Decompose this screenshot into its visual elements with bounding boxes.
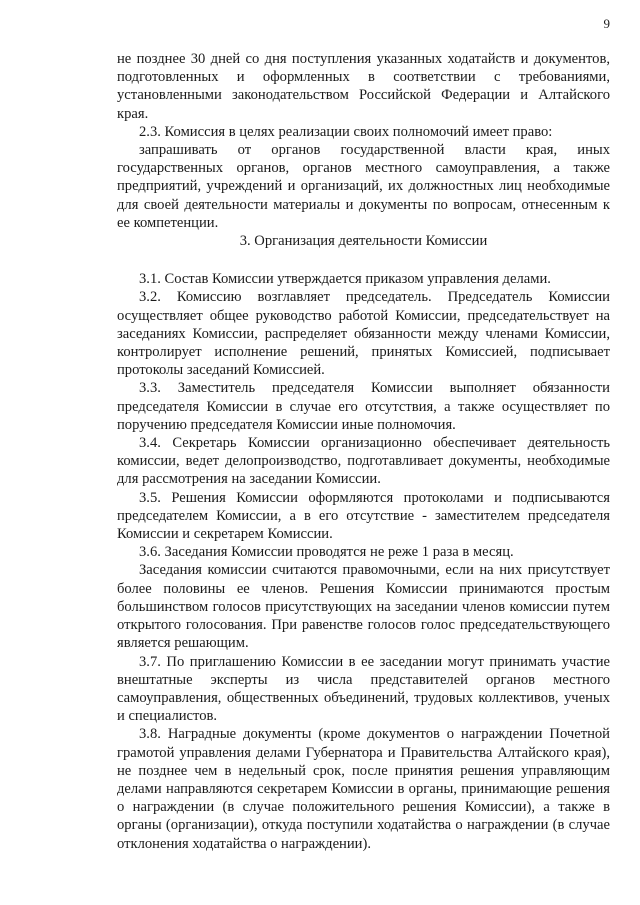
page-number: 9 xyxy=(603,16,610,31)
paragraph-3-5: 3.5. Решения Комиссии оформляются протоколами и подписываются председателем Комиссии, а в его отсутствие - заместителем председателя Комиссии и секретарем Комиссии. xyxy=(117,489,610,543)
paragraph-2-3-rights: запрашивать от органов государственной власти края, иных государственных органов, органов местного самоуправления, а также предприятий, учреждений и организаций, их должностных лиц необходимые для своей деятельности материалы и документы по вопросам, отнесенным к ее компетенции. xyxy=(117,142,610,231)
paragraph-continuation: не позднее 30 дней со дня поступления указанных ходатайств и документов, подготовленных и оформленных в соответствии с требованиями, установленными законодательством Российской Федерации и Алтайского края. xyxy=(117,51,610,122)
document-body xyxy=(117,50,610,853)
paragraph-2-3: 2.3. Комиссия в целях реализации своих полномочий имеет право: xyxy=(139,123,553,140)
paragraph-3-6-quorum: Заседания комиссии считаются правомочными, если на них присутствует более половины ее членов. Решения Комиссии принимаются простым большинством голосов присутствующих на заседании членов комиссии путем открытого голосования. При равенстве голосов голос председательствующего является решающим. xyxy=(117,562,610,652)
paragraph-3-2: 3.2. Комиссию возглавляет председатель. Председатель Комиссии осуществляет общее руководство работой Комиссии, председательствует на заседаниях Комиссии, распределяет обязанности между членами Комиссии, контролирует исполнение решений, принятых Комиссией, подписывает протоколы заседаний Комиссией. xyxy=(117,289,610,379)
section-heading-3: 3. Организация деятельности Комиссии xyxy=(239,233,488,250)
paragraph-3-7: 3.7. По приглашению Комиссии в ее заседании могут принимать участие внештатные эксперты из числа представителей органов местного самоуправления, общественных объединений, трудовых коллективов, ученых и специалистов. xyxy=(117,653,610,725)
paragraph-3-8: 3.8. Наградные документы (кроме документов о награждении Почетной грамотой управления делами Губернатора и Правительства Алтайского края), не позднее чем в недельный срок, после принятия решения управляющим делами направляются секретарем Комиссии в органы, принимающие решения о награждении (в случае положительного решения Комиссии), а также в органы (организации), откуда поступили ходатайства о награждении (в случае отклонения ходатайства о награждении). xyxy=(117,726,610,852)
paragraph-3-3: 3.3. Заместитель председателя Комиссии выполняет обязанности председателя Комиссии в случае его отсутствия, а также осуществляет по поручению председателя Комиссии иные полномочия. xyxy=(117,380,610,433)
paragraph-3-6: 3.6. Заседания Комиссии проводятся не реже 1 раза в месяц. xyxy=(139,544,514,561)
paragraph-3-1: 3.1. Состав Комиссии утверждается приказом управления делами. xyxy=(139,271,551,288)
paragraph-3-4: 3.4. Секретарь Комиссии организационно обеспечивает деятельность комиссии, ведет делопроизводство, подготавливает документы, необходимые для рассмотрения на заседании Комиссии. xyxy=(117,435,610,488)
